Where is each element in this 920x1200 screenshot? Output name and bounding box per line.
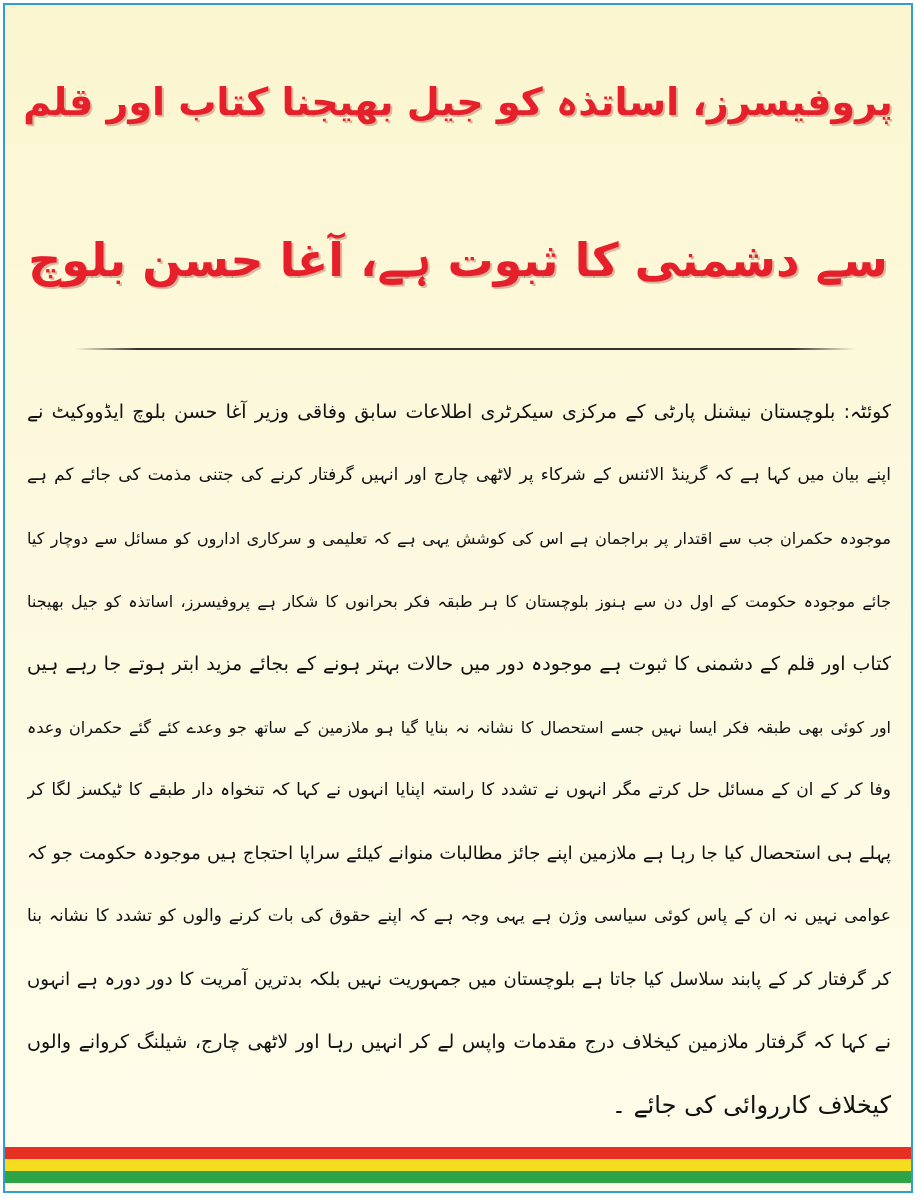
body-line: نے کہا کہ گرفتار ملازمین کیخلاف درج مقدمات واپس لے کر انہیں رہا اور لاٹھی چارج، شیلنگ کروانے والوں — [27, 1031, 891, 1053]
body-line: پہلے ہی استحصال کیا جا رہا ہے ملازمین اپنے جائز مطالبات منوانے کیلئے سراپا احتجاج ہیں موجودہ حکومت جو کہ — [27, 843, 891, 864]
body-line: موجودہ حکمران جب سے اقتدار پر براجمان ہے اس کی کوشش یہی ہے کہ تعلیمی و سرکاری اداروں کو مسائل سے دوچار کیا — [27, 529, 891, 548]
body-line: کوئٹہ: بلوچستان نیشنل پارٹی کے مرکزی سیکرٹری اطلاعات سابق وفاقی وزیر آغا حسن بلوچ ایڈووکیٹ نے — [27, 401, 891, 423]
body-line: عوامی نہیں نہ ان کے پاس کوئی سیاسی وژن ہے یہی وجہ ہے کہ اپنے حقوق کی بات کرنے والوں کو تشدد کا نشانہ بنا — [27, 906, 891, 926]
red-stripe — [5, 1147, 911, 1159]
body-line: وفا کر کے ان کے مسائل حل کرتے مگر انہوں نے تشدد کا راستہ اپنایا انہوں نے کہا کہ تنخواہ دار طبقے کا ٹیکسز لگا کر — [27, 780, 891, 800]
green-stripe — [5, 1171, 911, 1183]
article-body — [27, 381, 891, 1137]
body-line: کر گرفتار کر کے پابند سلاسل کیا جاتا ہے بلوچستان میں جمہوریت نہیں بلکہ بدترین آمریت کا دور دورہ ہے انہوں — [27, 969, 891, 990]
body-line: کتاب اور قلم کے دشمنی کا ثبوت ہے موجودہ دور میں حالات بہتر ہونے کے بجائے مزید ابتر ہوتے جا رہے ہیں — [27, 653, 891, 675]
body-line: اور کوئی بھی طبقہ فکر ایسا نہیں جسے استحصال کا نشانہ نہ بنایا گیا ہو ملازمین کے ساتھ جو وعدے کئے گئے حکمران وعدہ — [27, 718, 891, 737]
yellow-stripe — [5, 1159, 911, 1171]
body-line: جائے موجودہ حکومت کے اول دن سے ہنوز بلوچستان کا ہر طبقہ فکر بحرانوں کا شکار ہے پروفیسرز، اساتذہ کو جیل بھیجنا — [27, 592, 891, 611]
news-page — [3, 3, 913, 1193]
headline-separator — [75, 348, 855, 350]
color-stripes — [5, 1147, 911, 1183]
headline-line-2: سے دشمنی کا ثبوت ہے، آغا حسن بلوچ — [28, 233, 888, 287]
headline-line-1: پروفیسرز، اساتذہ کو جیل بھیجنا کتاب اور قلم — [23, 80, 893, 124]
body-line: اپنے بیان میں کہا ہے کہ گرینڈ الائنس کے شرکاء پر لاٹھی چارج اور انہیں گرفتار کرنے کی جتنی مذمت کی جائے کم ہے — [27, 465, 891, 485]
body-line: کیخلاف کارروائی کی جائے ۔ — [611, 1091, 891, 1119]
